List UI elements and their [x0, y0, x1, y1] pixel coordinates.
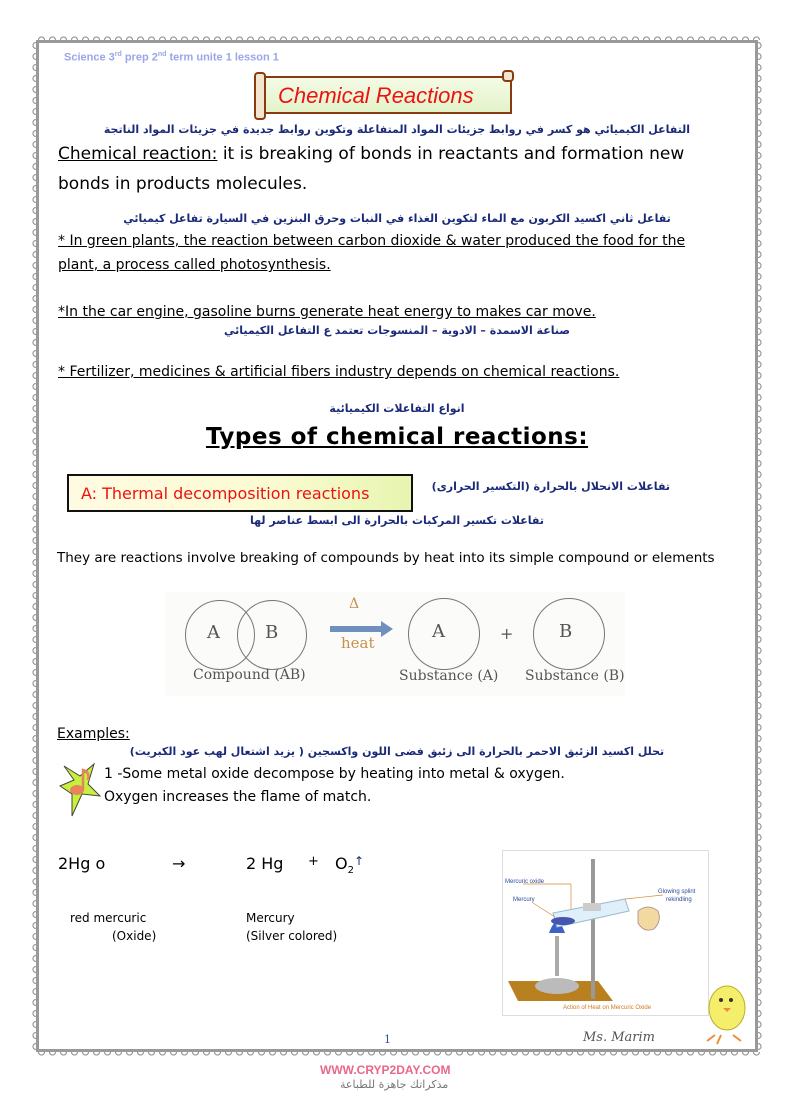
definition-arabic: التفاعل الكيميائي هو كسر في روابط جزيئات المواد المتفاعلة وتكوين روابط جديدة في جزيئات المواد الناتجة: [103, 123, 691, 136]
page-number: 1: [384, 1033, 391, 1046]
section-a-box: [67, 474, 413, 512]
decomposition-diagram: [165, 592, 625, 696]
compound-caption: Compound (AB): [193, 667, 306, 683]
delta-symbol: Δ: [349, 596, 360, 612]
mercuric-oxide-apparatus: [502, 850, 709, 1016]
substance-a-caption: Substance (A): [399, 668, 499, 684]
types-arabic: انواع التفاعلات الكيميائية: [329, 402, 465, 415]
photosynthesis-arabic: تفاعل ثاني اكسيد الكربون مع الماء لتكوين الغذاء في النبات وحرق البنزين في السيارة تفاعل كيميائي: [123, 212, 671, 225]
music-star-icon: [58, 762, 102, 818]
header-note: [64, 51, 279, 64]
examples-arabic: تحلل اكسيد الزئبق الاحمر بالحرارة الى زئبق فضى اللون واكسجين ( يزيد اشتعال لهب عود الكبريت): [129, 745, 665, 758]
page-title-banner: [258, 76, 512, 114]
industry-text: * Fertilizer, medicines & artificial fibers industry depends on chemical reactions.: [58, 364, 620, 380]
heat-arrow-shaft: [330, 626, 382, 632]
section-a-label: A: Thermal decomposition reactions: [81, 484, 370, 503]
product-label-2: (Silver colored): [246, 929, 338, 943]
section-a-arabic-definition: تفاعلات تكسير المركبات بالحرارة الى ابسط عناصر لها: [250, 514, 544, 527]
label-rekindling: rekindling: [666, 897, 692, 903]
oxygen-symbol: O: [335, 854, 348, 873]
examples-heading: Examples:: [57, 726, 130, 742]
equation-product-2: [335, 854, 364, 876]
equation-arrow: →: [172, 854, 186, 873]
reactant-label-1: red mercuric: [70, 911, 147, 925]
apparatus-caption: Action of Heat on Mercuric Oxide: [563, 1005, 652, 1011]
substance-a-letter: A: [432, 621, 445, 642]
watermark-arabic: مذكراتك جاهزة للطباعة: [340, 1078, 449, 1091]
plus-sign: +: [500, 624, 514, 643]
label-mercury: Mercury: [513, 897, 535, 903]
chick-mascot-icon: [703, 980, 751, 1046]
watermark-url[interactable]: WWW.CRYP2DAY.COM: [320, 1063, 451, 1077]
photosynthesis-line-2: plant, a process called photosynthesis.: [58, 257, 331, 273]
frame-border-bottom: [36, 1052, 760, 1060]
author-signature: Ms. Marim: [583, 1030, 656, 1045]
equation-reactant: 2Hg o: [58, 854, 106, 873]
heat-label: heat: [341, 634, 375, 652]
types-title: Types of chemical reactions:: [205, 424, 589, 450]
header-note-sup: nd: [157, 51, 167, 58]
product-label-1: Mercury: [246, 911, 295, 925]
definition-line-1: [58, 144, 684, 164]
label-mercuric-oxide: Mercuric oxide: [505, 879, 545, 885]
photosynthesis-line-1: * In green plants, the reaction between carbon dioxide & water produced the food for the: [58, 233, 686, 249]
frame-border-left: [28, 40, 36, 1052]
header-note-part: Science 3: [64, 51, 115, 64]
reactant-label-2: (Oxide): [112, 929, 157, 943]
definition-term: Chemical reaction:: [58, 144, 218, 164]
example-1-line-1: 1 -Some metal oxide decompose by heating into metal & oxygen.: [104, 766, 565, 782]
example-1-line-2: Oxygen increases the flame of match.: [104, 789, 372, 805]
definition-text: it is breaking of bonds in reactants and formation new: [217, 144, 685, 164]
heat-arrow-icon: [381, 621, 393, 637]
header-note-sup: rd: [114, 51, 122, 58]
oxygen-subscript: 2: [347, 865, 354, 877]
section-a-arabic: تفاعلات الانحلال بالحرارة (التكسير الحرارى): [431, 480, 670, 493]
equation-plus: +: [308, 854, 319, 869]
header-note-part: prep 2: [121, 51, 158, 64]
apparatus-illustration: [503, 851, 708, 1015]
frame-border-right: [758, 40, 766, 1052]
compound-a-label: A: [207, 622, 220, 643]
label-glowing-splint: Glowing splint: [658, 889, 696, 895]
page-title: Chemical Reactions: [278, 83, 474, 108]
definition-line-2: bonds in products molecules.: [58, 174, 308, 194]
substance-b-letter: B: [559, 621, 573, 642]
car-engine-text: *In the car engine, gasoline burns generate heat energy to makes car move.: [58, 304, 596, 320]
decomposition-definition: They are reactions involve breaking of compounds by heat into its simple compound or elements: [57, 550, 715, 566]
equation-product-1: 2 Hg: [246, 854, 284, 873]
industry-arabic: صناعة الاسمدة – الادوية – المنسوجات تعتمد ع التفاعل الكيميائي: [223, 324, 570, 337]
compound-b-label: B: [265, 622, 279, 643]
substance-b-caption: Substance (B): [525, 668, 625, 684]
header-note-part: term unite 1 lesson 1: [166, 51, 279, 64]
gas-up-arrow-icon: ↑: [353, 854, 365, 868]
frame-border-top: [36, 32, 760, 40]
